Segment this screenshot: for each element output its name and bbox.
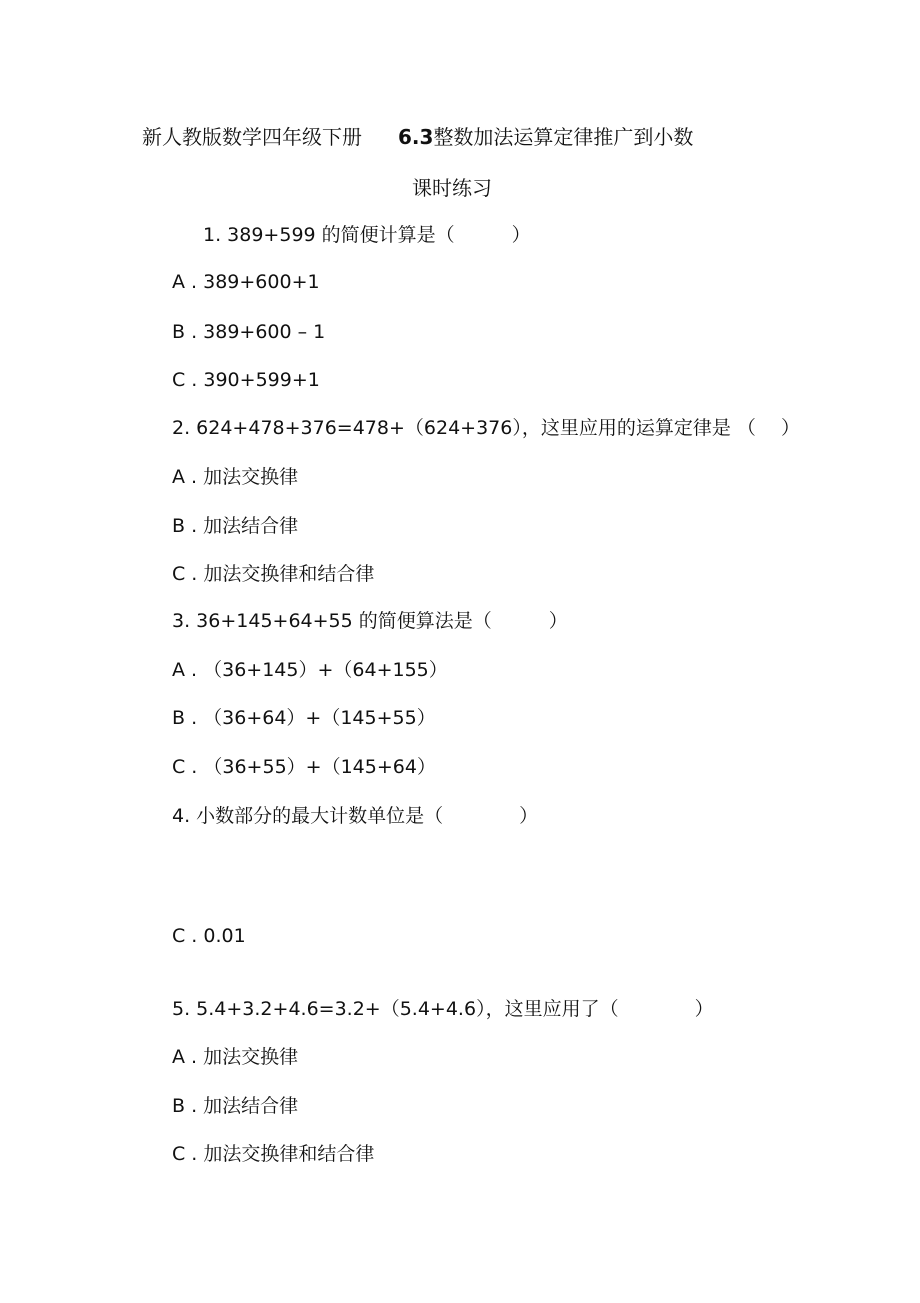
question-2-stem: 2. 624+478+376=478+（624+376），这里应用的运算定律是 （ ） bbox=[172, 417, 800, 439]
title-lesson-number: 6.3 bbox=[398, 125, 434, 149]
title-prefix: 新人教版数学四年级下册 bbox=[142, 125, 362, 149]
question-1-option-b: B . 389+600 – 1 bbox=[172, 321, 326, 343]
question-4-stem: 4. 小数部分的最大计数单位是（ ） bbox=[172, 805, 539, 827]
question-1-stem: 1. 389+599 的简便计算是（ ） bbox=[203, 224, 531, 246]
title-topic: 整数加法运算定律推广到小数 bbox=[433, 125, 694, 149]
document-title bbox=[142, 124, 693, 150]
question-3-option-a: A . （36+145）+（64+155） bbox=[172, 659, 448, 681]
question-5-stem: 5. 5.4+3.2+4.6=3.2+（5.4+4.6），这里应用了（ ） bbox=[172, 998, 714, 1020]
question-5-option-b: B . 加法结合律 bbox=[172, 1095, 299, 1117]
question-4-option-c: C . 0.01 bbox=[172, 925, 246, 947]
question-5-option-c: C . 加法交换律和结合律 bbox=[172, 1143, 375, 1165]
question-3-stem: 3. 36+145+64+55 的简便算法是（ ） bbox=[172, 610, 568, 632]
document-subtitle: 课时练习 bbox=[412, 176, 492, 200]
question-1-option-c: C . 390+599+1 bbox=[172, 369, 320, 391]
question-5-option-a: A . 加法交换律 bbox=[172, 1046, 299, 1068]
question-2-option-c: C . 加法交换律和结合律 bbox=[172, 563, 375, 585]
question-1-option-a: A . 389+600+1 bbox=[172, 271, 320, 293]
question-2-option-a: A . 加法交换律 bbox=[172, 466, 299, 488]
question-3-option-b: B . （36+64）+（145+55） bbox=[172, 707, 436, 729]
question-2-option-b: B . 加法结合律 bbox=[172, 515, 299, 537]
question-3-option-c: C . （36+55）+（145+64） bbox=[172, 756, 436, 778]
